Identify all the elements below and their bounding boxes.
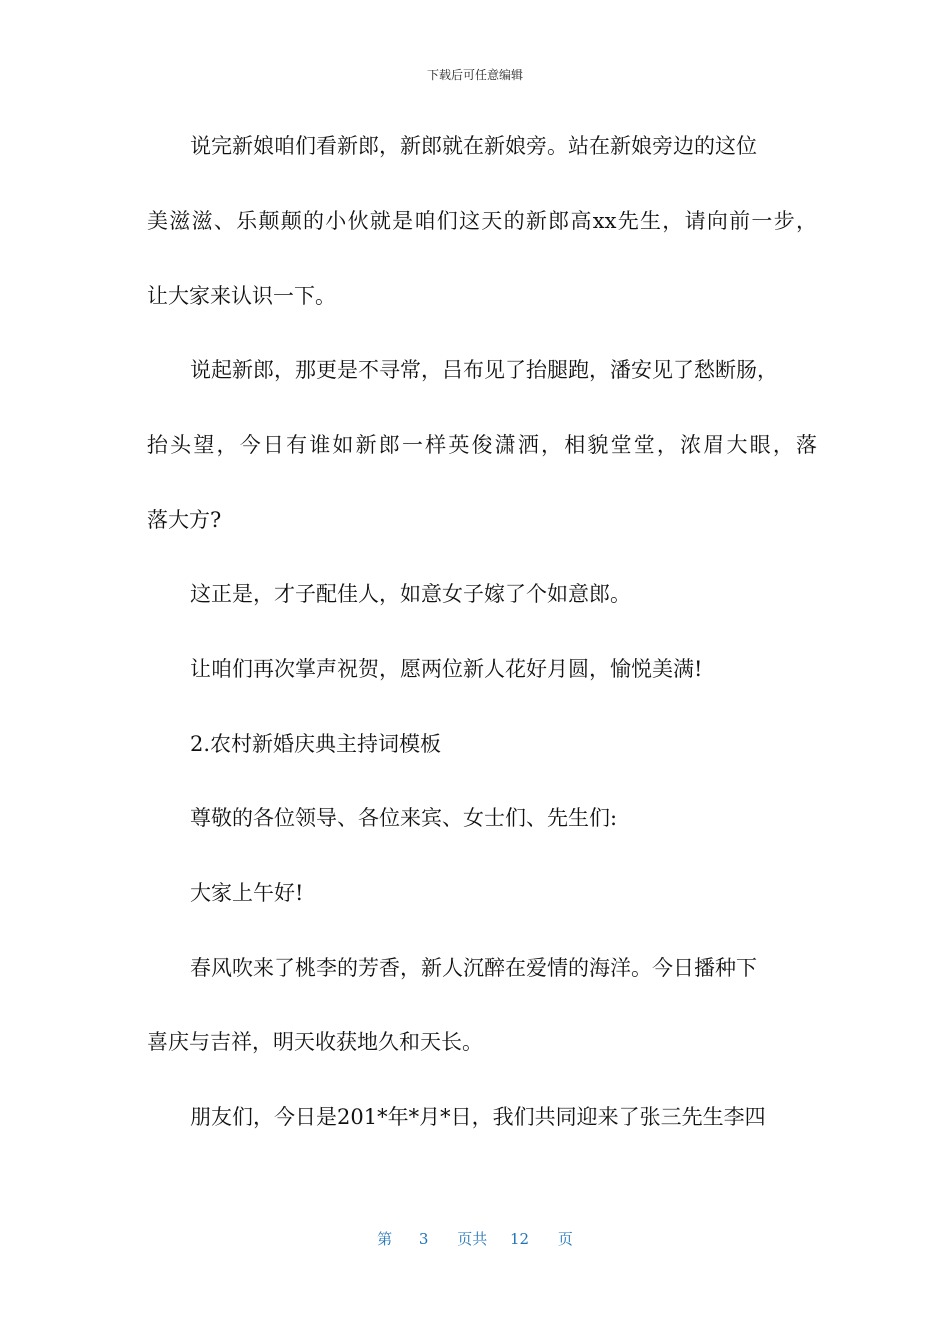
paragraph-line: 说完新娘咱们看新郎，新郎就在新娘旁。站在新娘旁边的这位	[190, 134, 757, 158]
paragraph-line: 让咱们再次掌声祝贺，愿两位新人花好月圆，愉悦美满!	[190, 657, 703, 681]
paragraph-line: 抬头望，今日有谁如新郎一样英俊潇洒，相貌堂堂，浓眉大眼，落	[147, 433, 817, 457]
footer-page-number: 3	[418, 1230, 429, 1248]
footer-suffix: 页	[557, 1230, 573, 1248]
paragraph-line: 朋友们，今日是201*年*月*日，我们共同迎来了张三先生李四	[190, 1105, 766, 1129]
paragraph-line: 大家上午好!	[190, 881, 304, 905]
paragraph-line: 这正是，才子配佳人，如意女子嫁了个如意郎。	[190, 582, 631, 606]
page-header: 下载后可任意编辑	[426, 68, 523, 82]
paragraph-line: 尊敬的各位领导、各位来宾、女士们、先生们:	[190, 806, 618, 830]
paragraph-line: 美滋滋、乐颠颠的小伙就是咱们这天的新郎高xx先生，请向前一步，	[147, 209, 817, 233]
footer-total-pages: 12	[510, 1230, 530, 1248]
paragraph-line: 让大家来认识一下。	[147, 284, 336, 308]
page-footer	[0, 1229, 950, 1249]
paragraph-line: 喜庆与吉祥，明天收获地久和天长。	[147, 1030, 483, 1054]
footer-prefix: 第	[377, 1230, 393, 1248]
footer-middle: 页共	[457, 1230, 488, 1248]
section-heading: 2.农村新婚庆典主持词模板	[190, 732, 442, 756]
paragraph-line: 说起新郎，那更是不寻常，吕布见了抬腿跑，潘安见了愁断肠，	[190, 358, 778, 382]
paragraph-line: 落大方?	[147, 508, 222, 532]
paragraph-line: 春风吹来了桃李的芳香，新人沉醉在爱情的海洋。今日播种下	[190, 956, 757, 980]
